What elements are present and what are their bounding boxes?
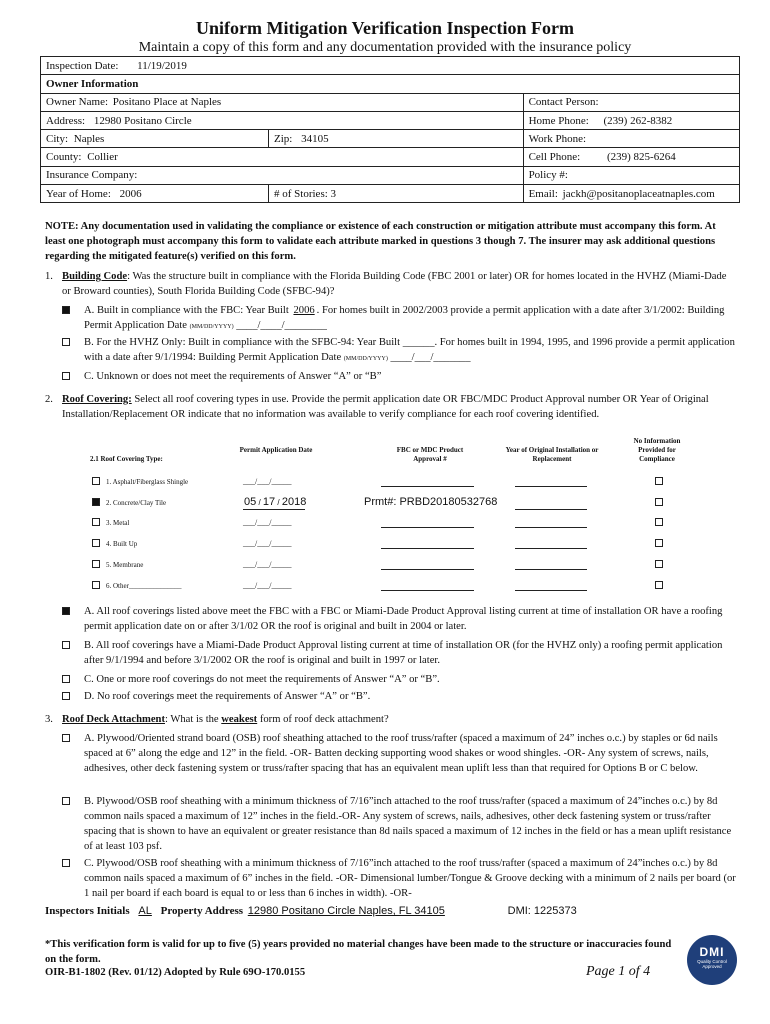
roof-row-metal-checkbox[interactable] — [92, 518, 100, 526]
roof-row-builtup-label: 4. Built Up — [106, 540, 138, 548]
q2-b-option: B. All roof coverings have a Miami-Dade Product Approval listing current at time of installation OR (for the HVHZ only) a roofing permit application after 9/1/1994 and before 3/1/2002 OR the roof is original and built in 1997 or later. — [84, 640, 723, 666]
city-value[interactable]: Naples — [73, 132, 105, 145]
address-label: Address: — [46, 114, 86, 127]
zip-value[interactable]: 34105 — [301, 132, 329, 145]
q2-text: Select all roof covering types in use. Provide the permit application date OR FBC/MDC Product Approval number OR Year of Original Installation/Replacement OR indicate that no information was available to verify compliance for each roof covering identified. — [62, 394, 709, 420]
roof-row-membrane — [92, 559, 742, 575]
roof-row-builtup-year-field[interactable] — [515, 548, 587, 549]
roof-row-tile-year-field[interactable] — [515, 509, 587, 510]
roof-row-asphalt — [92, 476, 742, 492]
roof-row-asphalt-year-field[interactable] — [515, 486, 587, 487]
email-value[interactable]: jackh@positanoplaceatnaples.com — [562, 187, 715, 200]
initials-value[interactable]: AL — [138, 905, 152, 917]
address-cell — [41, 111, 524, 129]
q3-number: 3. — [45, 714, 53, 725]
seal-text: DMI — [699, 945, 725, 959]
owner-name-value[interactable]: Positano Place at Naples — [112, 96, 222, 109]
q1-c-checkbox[interactable] — [62, 372, 70, 380]
q3-title: Roof Deck Attachment — [62, 714, 165, 725]
roof-row-other-label[interactable]: 6. Other_______________ — [106, 582, 182, 590]
q2-c-option: C. One or more roof coverings do not meet the requirements of Answer “A” or “B”. — [84, 674, 440, 685]
roof-row-membrane-year-field[interactable] — [515, 569, 587, 570]
note-text: NOTE: Any documentation used in validating the compliance or existence of each construction or mitigation attribute must accompany this form. At least one photograph must accompany this form to validate each attribute marked in questions 3 though 7. The insurer may ask additional questions regarding the mitigated feature(s) verified on this form. — [45, 221, 716, 262]
q2-b-checkbox[interactable] — [62, 641, 70, 649]
roof-row-tile-checkbox[interactable] — [92, 498, 100, 506]
county-value[interactable]: Collier — [87, 151, 118, 164]
cell-phone-value[interactable]: (239) 825-6264 — [606, 151, 676, 164]
q3-a-option: A. Plywood/Oriented strand board (OSB) roof sheathing attached to the roof truss/rafter (spaced a maximum of 24” inches o.c.) by staples or 6d nails spaced at 6” along the edge and 12” in the field. -OR- Batten decking supporting wood shakes or wood shingles. -OR- Any system of screws, nails, adhesives, other deck fastening system or truss/rafter spacing that has an equivalent mean uplift less than that required for Options B or C below. — [84, 733, 718, 774]
seal-subtext: Quality Control Approved — [697, 959, 727, 969]
owner-info-table — [40, 56, 740, 203]
q1-b-date-field[interactable]: ____/___/_______ — [390, 352, 471, 363]
stories-label: # of Stories: — [274, 187, 328, 200]
q2-a-option: A. All roof coverings listed above meet the FBC with a FBC or Miami-Dade Product Approval listing current at time of installation OR have a roofing permit application date on or after 3/1/02 OR the roof is original and built in 2004 or later. — [84, 606, 723, 632]
insurance-label: Insurance Company: — [46, 169, 138, 182]
q3-text-pre: : What is the — [164, 714, 222, 725]
q1-a-option — [84, 303, 736, 335]
roof-row-tile-year: 2018 — [281, 496, 307, 508]
insurance-cell — [41, 166, 524, 184]
roof-row-tile-day: 17 — [262, 496, 276, 508]
roof-row-builtup-date[interactable]: ___/___/_____ — [243, 539, 292, 548]
roof-row-builtup-noinfo-checkbox[interactable] — [655, 539, 663, 547]
owner-name-cell — [41, 93, 524, 111]
roof-row-tile-date-line — [243, 509, 305, 510]
form-id: OIR-B1-1802 (Rev. 01/12) Adopted by Rule 69O-170.0155 — [45, 967, 306, 978]
roof-row-tile-label: 2. Concrete/Clay Tile — [106, 499, 167, 507]
q2-question — [62, 392, 737, 422]
q3-c-checkbox[interactable] — [62, 859, 70, 867]
col-permit-date: Permit Application Date — [239, 446, 313, 454]
roof-row-tile-date[interactable]: 05 / 17 / 2018 — [244, 496, 307, 508]
q1-b-text2: . For homes built in 1994, 1995, and 1996 provide a permit application with a date after 9/1/1994: Building Permit Application Date — [84, 337, 735, 363]
roof-row-builtup — [92, 538, 742, 554]
roof-row-other — [92, 580, 742, 596]
roof-row-tile-noinfo-checkbox[interactable] — [655, 498, 663, 506]
stories-value[interactable]: 3 — [330, 187, 337, 200]
q3-a-checkbox[interactable] — [62, 734, 70, 742]
roof-row-metal-fbc-field[interactable] — [381, 527, 474, 528]
city-label: City: — [46, 132, 69, 145]
q2-c-checkbox[interactable] — [62, 675, 70, 683]
county-cell — [41, 148, 524, 166]
q1-title: Building Code — [62, 271, 128, 282]
page-number: Page 1 of 4 — [586, 964, 651, 979]
roof-row-other-noinfo-checkbox[interactable] — [655, 581, 663, 589]
roof-row-metal-label: 3. Metal — [106, 519, 130, 527]
form-title: Uniform Mitigation Verification Inspection Form — [196, 18, 574, 38]
roof-row-other-checkbox[interactable] — [92, 581, 100, 589]
q2-d-checkbox[interactable] — [62, 692, 70, 700]
cell-phone-label: Cell Phone: — [528, 151, 581, 164]
inspection-date-cell — [41, 57, 740, 75]
q1-number: 1. — [45, 271, 53, 282]
roof-row-asphalt-checkbox[interactable] — [92, 477, 100, 485]
address-value[interactable]: 12980 Positano Circle — [93, 114, 192, 127]
form-subtitle: Maintain a copy of this form and any documentation provided with the insurance policy — [138, 40, 632, 55]
q3-b-checkbox[interactable] — [62, 797, 70, 805]
q2-d-option: D. No roof coverings meet the requirements of Answer “A” or “B”. — [84, 691, 371, 702]
q3-b-option: B. Plywood/OSB roof sheathing with a minimum thickness of 7/16”inch attached to the roof truss/rafter (spaced a maximum of 24”inches o.c.) by 8d common nails spaced a maximum of 12” inches in the field.-OR- Any system of screws, nails, adhesives, other deck fastening system or truss/rafter spacing that is shown to have an equivalent or greater resistance than 8d nails spaced a maximum of 12 inches in the field or has a mean uplift resistance of at least 103 psf. — [84, 796, 732, 852]
cell-phone-cell — [523, 148, 739, 166]
roof-row-other-year-field[interactable] — [515, 590, 587, 591]
contact-person-cell — [523, 93, 739, 111]
roof-row-asphalt-noinfo-checkbox[interactable] — [655, 477, 663, 485]
q1-a-text2: . For homes built in 2002/2003 provide a permit application with a date after 3/1/2002: Building Permit Application Date — [84, 305, 725, 331]
roof-row-other-fbc-field[interactable] — [381, 590, 474, 591]
col-no-info: No Information Provided for Compliance — [633, 437, 681, 463]
work-phone-cell — [523, 130, 739, 148]
contact-person-label: Contact Person: — [528, 96, 599, 109]
work-phone-label: Work Phone: — [528, 132, 587, 145]
q3-question — [62, 712, 737, 727]
disclaimer: *This verification form is valid for up to five (5) years provided no material changes have been made to the structure or inaccuracies found on the form. — [45, 939, 672, 965]
q1-text: : Was the structure built in compliance with the Florida Building Code (FBC 2001 or later) OR for homes located in the HVHZ (Miami-Dade or Broward counties), South Florida Building Code (SFBC-94)? — [62, 271, 727, 297]
q1-b-text: B. For the HVHZ Only: Built in compliance with the SFBC-94: Year Built — [84, 337, 401, 348]
dmi-number: DMI: 1225373 — [507, 905, 577, 917]
q2-title: Roof Covering: — [62, 394, 132, 405]
roof-row-membrane-date[interactable]: ___/___/_____ — [243, 560, 292, 569]
initials-label: Inspectors Initials — [45, 905, 130, 917]
roof-row-metal — [92, 517, 742, 533]
roof-row-tile-month: 05 — [244, 496, 257, 508]
roof-row-membrane-noinfo-checkbox[interactable] — [655, 560, 663, 568]
year-home-cell — [41, 185, 269, 203]
home-phone-label: Home Phone: — [528, 114, 589, 127]
roof-row-tile — [92, 496, 742, 512]
roof-row-builtup-checkbox[interactable] — [92, 539, 100, 547]
owner-name-label: Owner Name: — [46, 96, 109, 109]
q1-b-checkbox[interactable] — [62, 338, 70, 346]
inspection-date-label: Inspection Date: — [46, 59, 119, 72]
inspection-date-value[interactable]: 11/19/2019 — [137, 59, 187, 72]
property-label: Property Address — [160, 905, 244, 917]
roof-row-other-date[interactable]: ___/___/_____ — [243, 581, 292, 590]
policy-label: Policy #: — [528, 169, 568, 182]
roof-row-asphalt-fbc-field[interactable] — [381, 486, 474, 487]
email-cell — [523, 185, 739, 203]
property-value[interactable]: 12980 Positano Circle Naples, FL 34105 — [247, 905, 445, 917]
q1-b-year-field[interactable]: ______ — [402, 337, 435, 348]
q1-c-option: C. Unknown or does not meet the requirements of Answer “A” or “B” — [84, 371, 382, 382]
roof-row-metal-year-field[interactable] — [515, 527, 587, 528]
q1-a-year[interactable]: 2006 — [293, 305, 315, 316]
q3-text-post: form of roof deck attachment? — [257, 714, 389, 725]
zip-cell — [269, 130, 524, 148]
q1-a-text: A. Built in compliance with the FBC: Year Built — [84, 305, 289, 316]
owner-section-label: Owner Information — [41, 75, 740, 93]
roof-row-membrane-label: 5. Membrane — [106, 561, 144, 569]
dmi-seal-logo — [687, 935, 737, 985]
roof-row-metal-noinfo-checkbox[interactable] — [655, 518, 663, 526]
zip-label: Zip: — [274, 132, 293, 145]
roof-row-tile-fbc[interactable]: Prmt#: PRBD20180532768 — [364, 496, 498, 508]
q1-a-checkbox[interactable] — [62, 306, 70, 314]
city-cell — [41, 130, 269, 148]
col-roof-type: 2.1 Roof Covering Type: — [90, 455, 163, 463]
home-phone-cell — [523, 111, 739, 129]
roof-row-metal-date[interactable]: ___/___/_____ — [243, 518, 292, 527]
roof-row-builtup-fbc-field[interactable] — [381, 548, 474, 549]
q1-b-option — [84, 335, 736, 367]
q2-number: 2. — [45, 394, 53, 405]
q2-a-checkbox[interactable] — [62, 607, 70, 615]
q1-question — [62, 269, 737, 299]
county-label: County: — [46, 151, 82, 164]
q1-b-date-format: (MM/DD/YYYY) — [343, 356, 388, 362]
col-fbc-approval: FBC or MDC Product Approval # — [396, 446, 464, 463]
col-year-install: Year of Original Installation or Replacement — [505, 446, 599, 463]
q3-weakest: weakest — [221, 714, 258, 725]
roof-row-asphalt-date[interactable]: ___/___/_____ — [243, 477, 292, 486]
stories-cell — [269, 185, 524, 203]
q1-a-date-field[interactable]: ____/____/________ — [236, 320, 327, 331]
home-phone-value[interactable]: (239) 262-8382 — [603, 114, 673, 127]
q1-a-date-format: (MM/DD/YYYY) — [189, 324, 234, 330]
year-home-label: Year of Home: — [46, 187, 111, 200]
roof-row-membrane-checkbox[interactable] — [92, 560, 100, 568]
email-label: Email: — [528, 187, 558, 200]
q3-c-option: C. Plywood/OSB roof sheathing with a minimum thickness of 7/16”inch attached to the roof truss/rafter (spaced a maximum of 24”inches o.c.) by 8d common nails spaced a maximum of 6” inches in the field. -OR- Dimensional lumber/Tongue & Groove decking with a minimum of 2 nails per board (or 1 nail per board if each board is equal to or less than 6 inches in width). -OR- — [84, 858, 736, 899]
policy-cell — [523, 166, 739, 184]
inspector-line — [45, 905, 740, 917]
roof-row-asphalt-label: 1. Asphalt/Fiberglass Shingle — [106, 478, 189, 486]
roof-row-membrane-fbc-field[interactable] — [381, 569, 474, 570]
year-home-value[interactable]: 2006 — [119, 187, 142, 200]
